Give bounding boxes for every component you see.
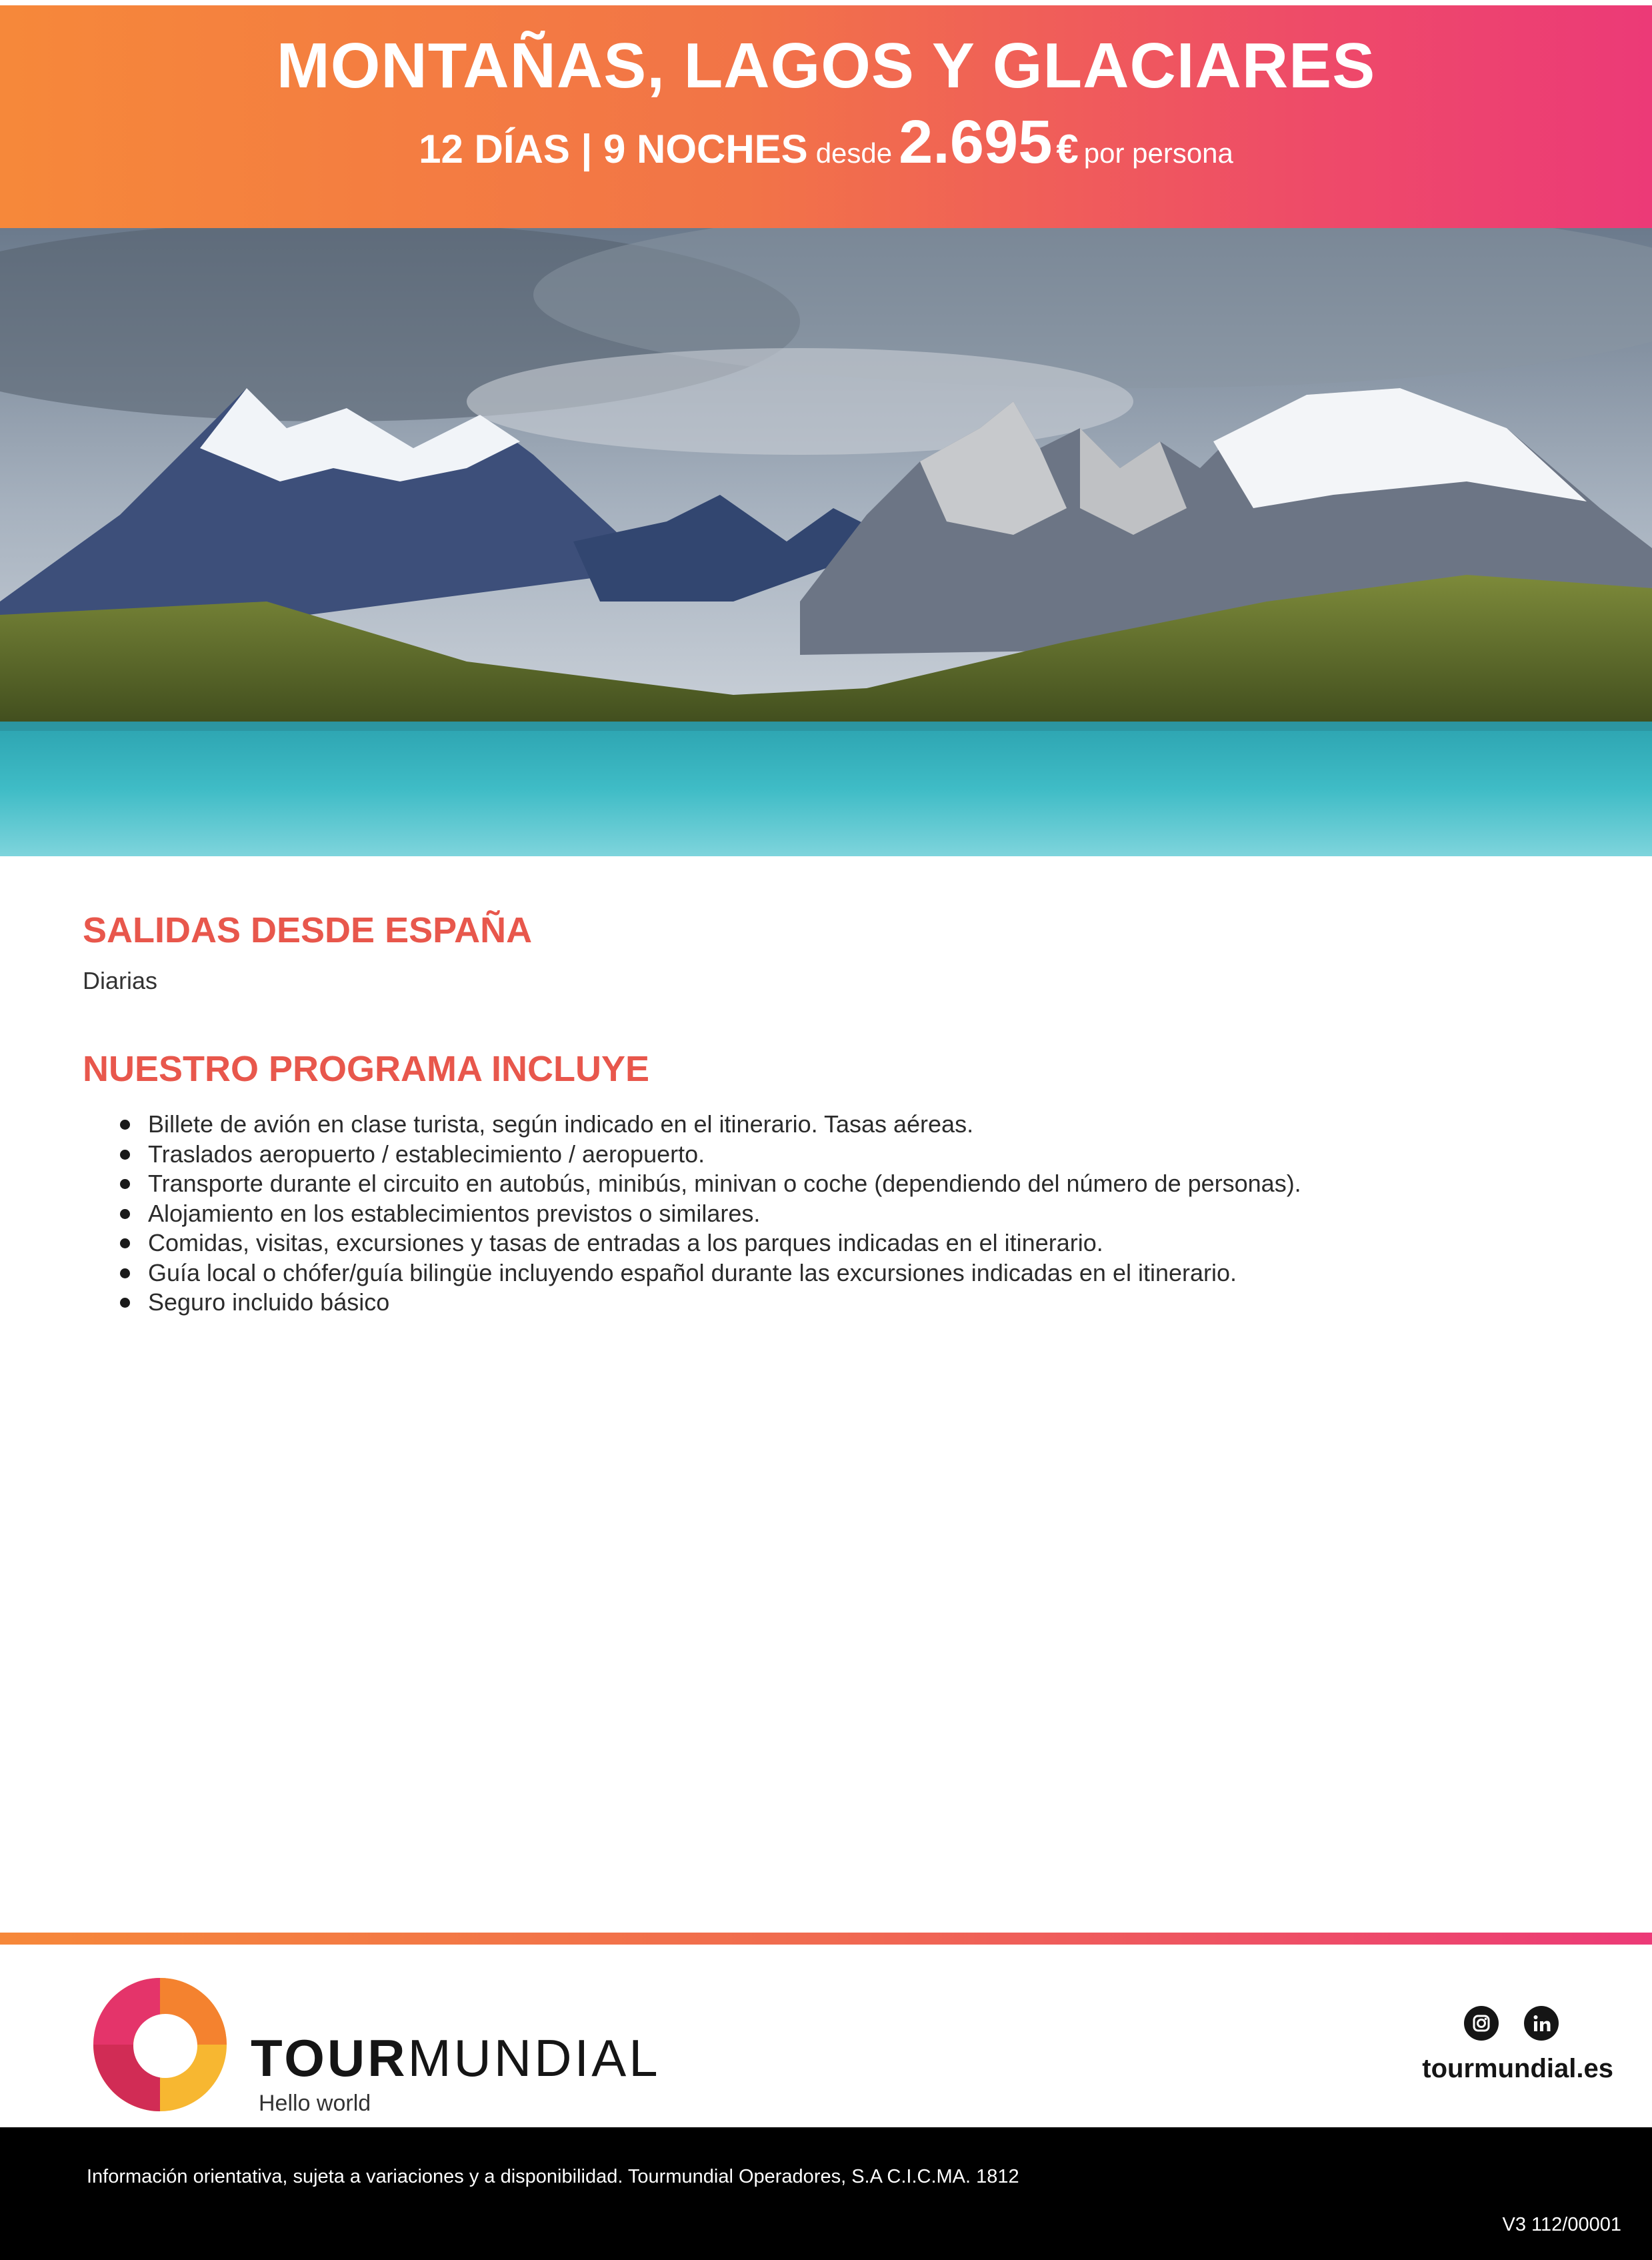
document-code: V3 112/00001 xyxy=(1502,2214,1621,2235)
includes-title: NUESTRO PROGRAMA INCLUYE xyxy=(83,1049,650,1089)
list-item: Billete de avión en clase turista, según indicado en el itinerario. Tasas aéreas. xyxy=(148,1110,1569,1140)
price-from-label: desde xyxy=(815,137,893,169)
trip-price: 2.695 xyxy=(899,108,1053,176)
linkedin-icon[interactable] xyxy=(1524,2006,1559,2041)
trip-duration: 12 DÍAS | 9 NOCHES xyxy=(419,127,808,171)
header-banner xyxy=(0,5,1652,228)
legal-bar xyxy=(0,2127,1652,2260)
instagram-icon[interactable] xyxy=(1464,2006,1499,2041)
departures-value: Diarias xyxy=(83,967,158,994)
trip-title: MONTAÑAS, LAGOS Y GLACIARES xyxy=(276,30,1376,101)
list-item: Traslados aeropuerto / establecimiento / aeropuerto. xyxy=(148,1140,1569,1170)
footer xyxy=(0,1945,1652,2127)
price-currency: € xyxy=(1056,127,1079,171)
includes-list xyxy=(83,1110,1569,1318)
brand-name: TOURMUNDIAL xyxy=(251,2029,661,2087)
tourmundial-logo[interactable] xyxy=(87,1971,673,2118)
website-link[interactable]: tourmundial.es xyxy=(1422,2054,1613,2083)
footer-divider xyxy=(0,1933,1652,1945)
content-area xyxy=(83,907,1569,1318)
legal-disclaimer: Información orientativa, sujeta a variaciones y a disponibilidad. Tourmundial Operadores, S.A C.I.C.MA. 1812 xyxy=(87,2166,1019,2187)
list-item: Comidas, visitas, excursiones y tasas de entradas a los parques indicadas en el itinerario. xyxy=(148,1228,1569,1258)
list-item: Alojamiento en los establecimientos previstos o similares. xyxy=(148,1199,1569,1229)
list-item: Transporte durante el circuito en autobús, minibús, minivan o coche (dependiendo del número de personas). xyxy=(148,1169,1569,1199)
hero-landscape-image xyxy=(0,228,1652,856)
trip-summary xyxy=(0,105,1652,197)
departures-title: SALIDAS DESDE ESPAÑA xyxy=(83,910,533,950)
list-item: Guía local o chófer/guía bilingüe incluyendo español durante las excursiones indicadas en el itinerario. xyxy=(148,1258,1569,1288)
social-links xyxy=(1455,2006,1575,2043)
logo-circle-icon xyxy=(87,1971,233,2118)
list-item: Seguro incluido básico xyxy=(148,1288,1569,1318)
price-per-label: por persona xyxy=(1083,137,1233,169)
brand-tagline: Hello world xyxy=(259,2091,371,2116)
